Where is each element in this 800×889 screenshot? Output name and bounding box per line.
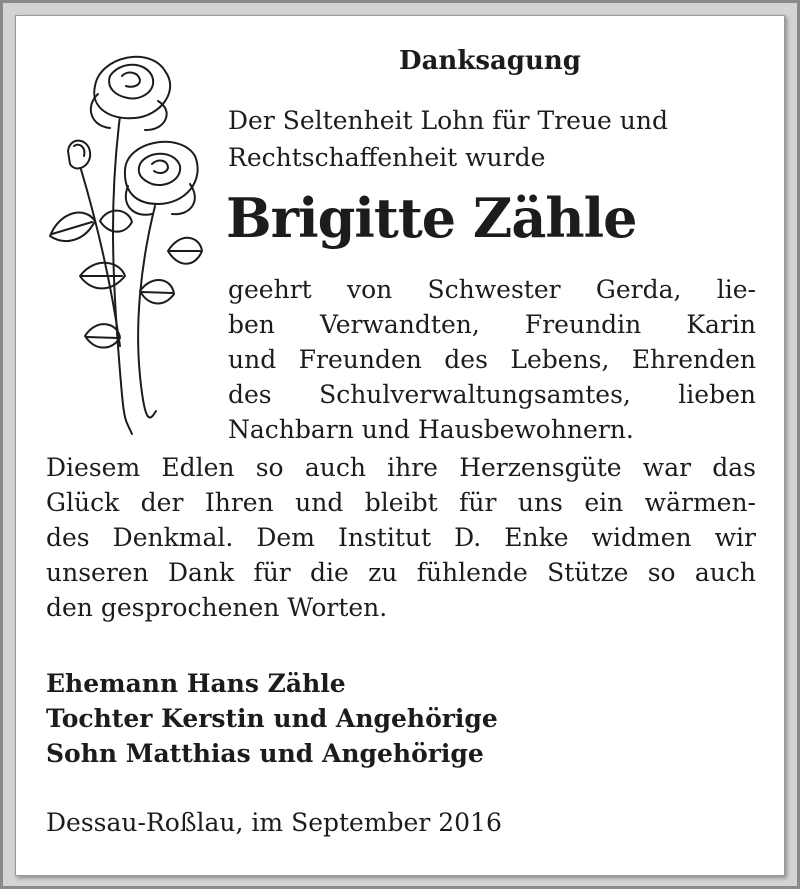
family-member: Sohn Matthias und Angehörige [46, 739, 484, 768]
honor-line: und Freunden des Lebens, Ehrenden [228, 345, 756, 374]
family-member: Tochter Kerstin und Angehörige [46, 704, 498, 733]
body-line: des Denkmal. Dem Institut D. Enke widmen wir [46, 523, 756, 552]
body-line: Glück der Ihren und bleibt für uns ein wärmen- [46, 488, 756, 517]
intro-line: Rechtschaffenheit wurde [228, 143, 546, 172]
honor-line: geehrt von Schwester Gerda, lie- [228, 275, 756, 304]
intro-line: Der Seltenheit Lohn für Treue und [228, 106, 669, 135]
place-date: Dessau-Roßlau, im September 2016 [46, 808, 502, 837]
notice-heading: Danksagung [399, 46, 581, 76]
family-signatures [46, 666, 646, 771]
body-line: Diesem Edlen so auch ihre Herzensgüte war das [46, 453, 756, 482]
rose-illustration-icon [40, 46, 210, 441]
intro-text [228, 102, 758, 176]
family-member: Ehemann Hans Zähle [46, 669, 346, 698]
honor-line: des Schulverwaltungsamtes, lieben [228, 380, 756, 409]
honor-line: ben Verwandten, Freundin Karin [228, 310, 756, 339]
honor-line: Nachbarn und Hausbewohnern. [228, 415, 634, 444]
honoree-name: Brigitte Zähle [226, 186, 637, 250]
body-line: den gesprochenen Worten. [46, 593, 388, 622]
body-line: unseren Dank für die zu fühlende Stütze so auch [46, 558, 756, 587]
